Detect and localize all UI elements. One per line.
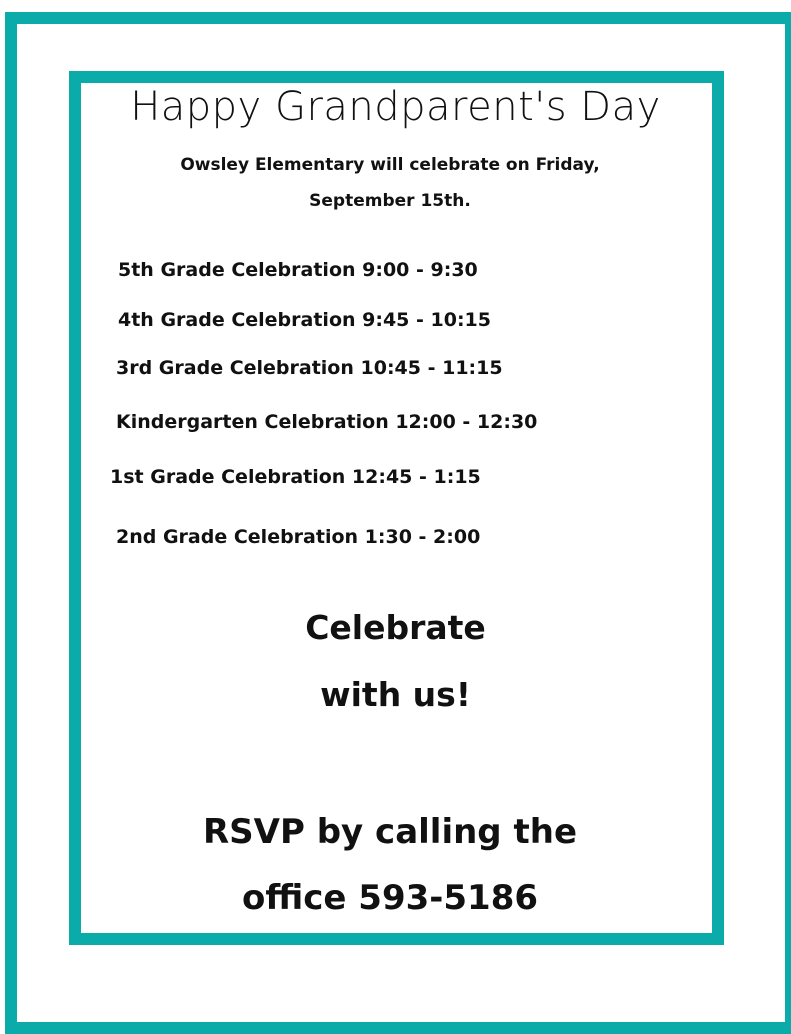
rsvp-line-1: RSVP by calling the [202,812,578,852]
schedule-item-kindergarten: Kindergarten Celebration 12:00 - 12:30 [116,411,538,433]
celebrate-line-2: with us! [320,675,471,714]
flyer-subtitle [120,147,660,219]
subtitle-line-2: September 15th. [309,191,471,211]
flyer-title: Happy Grandparent's Day [130,84,661,130]
subtitle-line-1: Owsley Elementary will celebrate on Friday, [180,155,600,175]
schedule-item-4th-grade: 4th Grade Celebration 9:45 - 10:15 [118,309,491,331]
schedule-item-2nd-grade: 2nd Grade Celebration 1:30 - 2:00 [116,526,481,548]
schedule-item-3rd-grade: 3rd Grade Celebration 10:45 - 11:15 [116,357,503,379]
rsvp-line-2: office 593-5186 [241,878,539,918]
celebrate-line-1: Celebrate [305,608,486,647]
schedule-item-1st-grade: 1st Grade Celebration 12:45 - 1:15 [110,466,481,488]
schedule-item-5th-grade: 5th Grade Celebration 9:00 - 9:30 [118,259,478,281]
